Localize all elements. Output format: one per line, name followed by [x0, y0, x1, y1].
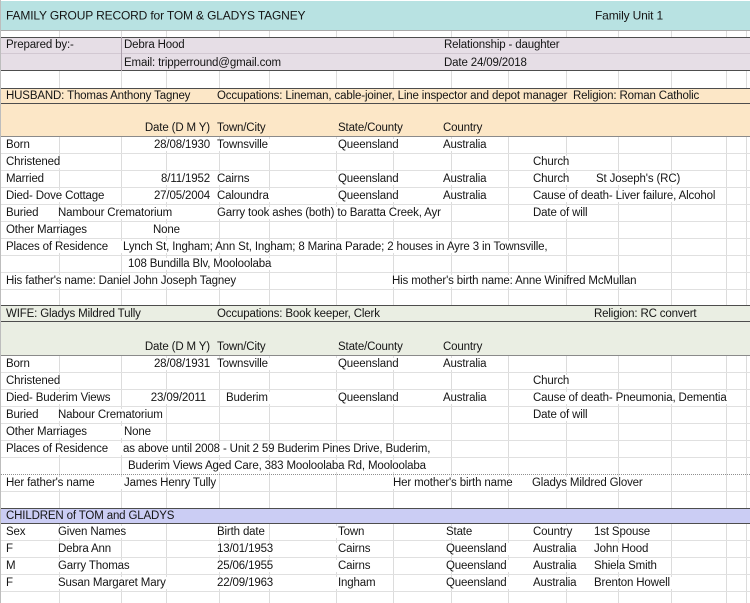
children-column-headers	[1, 524, 750, 541]
child-row	[1, 541, 750, 558]
died-label: Died- Dove Cottage	[3, 190, 107, 202]
child-birth-date: 25/06/1955	[214, 560, 276, 572]
wife-residence-row-2	[1, 458, 750, 475]
child-town: Cairns	[335, 560, 373, 572]
born-date: 28/08/1930	[129, 139, 213, 151]
children-section-header	[1, 508, 750, 524]
cause-of-death: Cause of death- Liver failure, Alcohol	[530, 190, 718, 202]
died-label: Died- Buderim Views	[3, 392, 113, 404]
christened-label: Christened	[3, 375, 63, 387]
residence-line2: Buderim Views Aged Care, 383 Mooloolaba Rd, Mooloolaba	[125, 460, 429, 472]
wife-residence-row	[1, 441, 750, 458]
wife-other-marriages-row	[1, 424, 750, 441]
page-title: FAMILY GROUP RECORD for TOM & GLADYS TAGNEY	[6, 8, 306, 23]
husband-christened-row	[1, 154, 750, 171]
born-town: Townsville	[214, 139, 271, 151]
wife-christened-row	[1, 373, 750, 390]
residence-line1: as above until 2008 - Unit 2 59 Buderim Pines Drive, Buderim,	[120, 443, 433, 455]
child-state: Queensland	[443, 577, 510, 589]
died-date: 23/09/2011	[129, 392, 209, 404]
husband-column-headers	[1, 120, 750, 137]
child-spouse: John Hood	[591, 543, 651, 555]
married-label: Married	[3, 173, 47, 185]
cell-divider	[121, 37, 122, 71]
date-of-will-label: Date of will	[530, 409, 590, 421]
born-country: Australia	[440, 139, 489, 151]
cause-of-death: Cause of death- Pneumonia, Dementia	[530, 392, 730, 404]
died-state: Queensland	[335, 190, 402, 202]
children-header-title: CHILDREN of TOM and GLADYS	[6, 509, 175, 522]
given-names-column-header: Given Names	[55, 526, 129, 538]
town-column-header: Town/City	[217, 340, 266, 353]
married-country: Australia	[440, 173, 489, 185]
child-row	[1, 575, 750, 592]
father-name: His father's name: Daniel John Joseph Tagney	[3, 275, 239, 287]
prepared-by-row	[1, 37, 750, 54]
wife-name: WIFE: Gladys Mildred Tully	[6, 307, 141, 320]
church-label: Church	[530, 156, 572, 168]
died-country: Australia	[440, 190, 489, 202]
child-town: Ingham	[335, 577, 378, 589]
father-name-value: James Henry Tully	[121, 477, 219, 489]
other-marriages-value: None	[121, 426, 154, 438]
preparer-email: Email: tripperround@gmail.com	[124, 56, 281, 69]
record-date: Date 24/09/2018	[444, 56, 527, 69]
state-column-header: State/County	[338, 121, 403, 134]
husband-buried-row	[1, 205, 750, 222]
church-label: Church	[530, 375, 572, 387]
died-country: Australia	[440, 392, 489, 404]
church-value: St Joseph's (RC)	[593, 173, 683, 185]
married-date: 8/11/1952	[129, 173, 213, 185]
child-spouse: Brenton Howell	[591, 577, 673, 589]
wife-column-headers	[1, 339, 750, 356]
mother-name: His mother's birth name: Anne Winifred McMullan	[389, 275, 639, 287]
died-date: 27/05/2004	[129, 190, 213, 202]
born-state: Queensland	[335, 139, 402, 151]
state-column-header: State	[443, 526, 475, 538]
buried-label: Buried	[3, 207, 41, 219]
christened-label: Christened	[3, 156, 63, 168]
child-birth-date: 22/09/1963	[214, 577, 276, 589]
other-marriages-label: Other Marriages	[3, 426, 90, 438]
child-country: Australia	[530, 543, 579, 555]
child-state: Queensland	[443, 560, 510, 572]
child-sex: M	[3, 560, 18, 572]
husband-parents-row	[1, 273, 750, 290]
child-spouse: Shiela Smith	[591, 560, 660, 572]
child-state: Queensland	[443, 543, 510, 555]
other-marriages-label: Other Marriages	[3, 224, 90, 236]
husband-died-row	[1, 188, 750, 205]
town-column-header: Town/City	[217, 121, 266, 134]
buried-note: Garry took ashes (both) to Baratta Creek, Ayr	[214, 207, 444, 219]
buried-place: Nambour Crematorium	[55, 207, 175, 219]
father-name-label: Her father's name	[3, 477, 98, 489]
residence-label: Places of Residence	[3, 443, 111, 455]
husband-spacer-row	[1, 104, 750, 120]
born-date: 28/08/1931	[129, 358, 213, 370]
died-town: Caloundra	[214, 190, 272, 202]
born-town: Townsville	[214, 358, 271, 370]
date-of-will-label: Date of will	[530, 207, 590, 219]
husband-occupations: Occupations: Lineman, cable-joiner, Line inspector and depot manager	[217, 89, 568, 102]
residence-line1: Lynch St, Ingham; Ann St, Ingham; 8 Marina Parade; 2 houses in Ayre 3 in Townsville,	[120, 241, 550, 253]
child-given-names: Susan Margaret Mary	[55, 577, 169, 589]
country-column-header: Country	[530, 526, 575, 538]
husband-married-row	[1, 171, 750, 188]
child-sex: F	[3, 577, 16, 589]
wife-born-row	[1, 356, 750, 373]
date-column-header: Date (D M Y)	[144, 340, 210, 353]
prepared-by-label: Prepared by:-	[6, 38, 74, 51]
born-label: Born	[3, 358, 33, 370]
born-state: Queensland	[335, 358, 402, 370]
preparer-name: Debra Hood	[124, 38, 185, 51]
husband-other-marriages-row	[1, 222, 750, 239]
died-town: Buderim	[223, 392, 271, 404]
state-column-header: State/County	[338, 340, 403, 353]
child-row	[1, 558, 750, 575]
husband-name: HUSBAND: Thomas Anthony Tagney	[6, 89, 191, 102]
wife-religion: Religion: RC convert	[594, 307, 697, 320]
husband-residence-row-2	[1, 256, 750, 273]
country-column-header: Country	[443, 340, 483, 353]
wife-buried-row	[1, 407, 750, 424]
title-bar	[1, 1, 750, 31]
residence-line2: 108 Bundilla Blv, Mooloolaba	[125, 258, 274, 270]
child-country: Australia	[530, 560, 579, 572]
husband-residence-row	[1, 239, 750, 256]
wife-parents-row	[1, 475, 750, 492]
child-given-names: Debra Ann	[55, 543, 114, 555]
residence-label: Places of Residence	[3, 241, 111, 253]
wife-section-header	[1, 305, 750, 322]
spouse-column-header: 1st Spouse	[591, 526, 653, 538]
buried-label: Buried	[3, 409, 41, 421]
child-town: Cairns	[335, 543, 373, 555]
married-town: Cairns	[214, 173, 252, 185]
husband-religion: Religion: Roman Catholic	[573, 89, 700, 102]
prepared-contact-row	[1, 54, 750, 71]
married-state: Queensland	[335, 173, 402, 185]
country-column-header: Country	[443, 121, 483, 134]
child-given-names: Garry Thomas	[55, 560, 132, 572]
wife-died-row	[1, 390, 750, 407]
husband-born-row	[1, 137, 750, 154]
mother-name-label: Her mother's birth name	[390, 477, 516, 489]
born-label: Born	[3, 139, 33, 151]
wife-occupations: Occupations: Book keeper, Clerk	[217, 307, 380, 320]
birth-date-column-header: Birth date	[214, 526, 268, 538]
died-state: Queensland	[335, 392, 402, 404]
relationship-label: Relationship - daughter	[444, 38, 560, 51]
husband-section-header	[1, 88, 750, 104]
born-country: Australia	[440, 358, 489, 370]
date-column-header: Date (D M Y)	[144, 121, 210, 134]
church-label: Church	[530, 173, 572, 185]
buried-place: Nabour Crematorium	[55, 409, 166, 421]
other-marriages-value: None	[150, 224, 183, 236]
mother-name-value: Gladys Mildred Glover	[529, 477, 646, 489]
town-column-header: Town	[335, 526, 367, 538]
sex-column-header: Sex	[3, 526, 28, 538]
family-unit-label: Family Unit 1	[595, 8, 664, 23]
wife-spacer-row	[1, 322, 750, 339]
child-sex: F	[3, 543, 16, 555]
child-country: Australia	[530, 577, 579, 589]
child-birth-date: 13/01/1953	[214, 543, 276, 555]
